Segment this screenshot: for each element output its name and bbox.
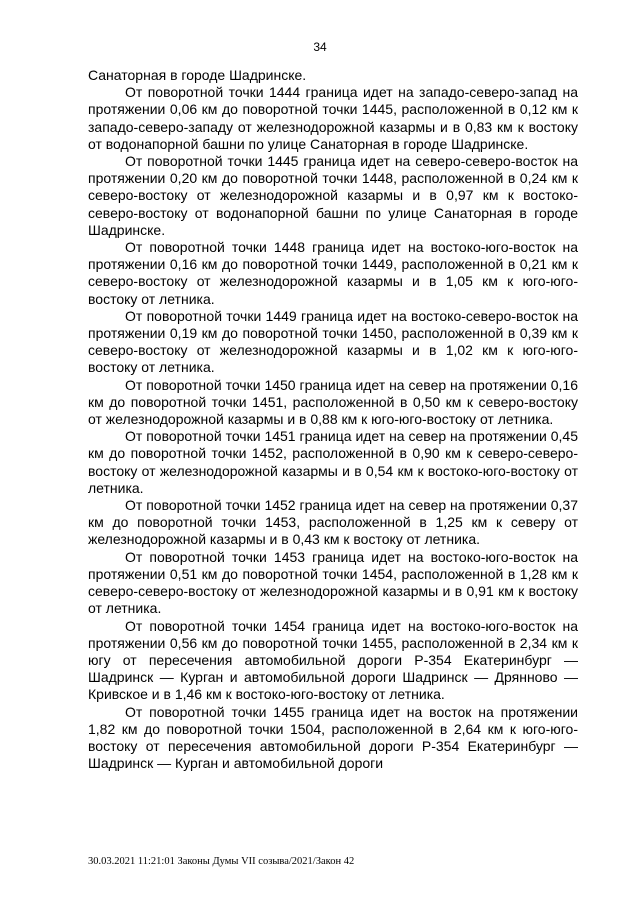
- paragraph-point-1452: От поворотной точки 1452 граница идет на север на протяжении 0,37 км до поворотной точки 1453, расположенной в 1,25 км к северу от железнодорожной казармы и в 0,43 км к востоку от летника.: [88, 497, 578, 548]
- paragraph-point-1453: От поворотной точки 1453 граница идет на востоко-юго-восток на протяжении 0,51 км до поворотной точки 1454, расположенной в 1,28 км к северо-северо-востоку от железнодорожной казармы и в 0,91 км к востоку от летника.: [88, 548, 578, 617]
- paragraph-point-1451: От поворотной точки 1451 граница идет на север на протяжении 0,45 км до поворотной точки 1452, расположенной в 0,90 км к северо-северо-востоку от железнодорожной казармы и в 0,54 км к востоко-юго-востоку от летника.: [88, 428, 578, 496]
- paragraph-point-1455: От поворотной точки 1455 граница идет на восток на протяжении 1,82 км до поворотной точки 1504, расположенной в 2,64 км к юго-юго-востоку от пересечения автомобильной дороги Р-354 Екатеринбург — Шадринск — Курган и автомобильной дороги: [88, 703, 578, 772]
- page-number: 34: [313, 40, 327, 54]
- paragraph-continuation: Санаторная в городе Шадринске.: [88, 67, 307, 83]
- document-body: [88, 67, 578, 772]
- paragraph-point-1449: От поворотной точки 1449 граница идет на востоко-северо-восток на протяжении 0,19 км до поворотной точки 1450, расположенной в 0,39 км к северо-востоку от железнодорожной казармы и в 1,02 км к юго-юго-востоку от летника.: [88, 307, 578, 376]
- paragraph-point-1444: От поворотной точки 1444 граница идет на западо-северо-запад на протяжении 0,06 км до поворотной точки 1445, расположенной в 0,12 км к западо-северо-западу от железнодорожной казармы и в 0,83 км к востоку от водонапорной башни по улице Санаторная в городе Шадринске.: [88, 84, 578, 152]
- paragraph-point-1448: От поворотной точки 1448 граница идет на востоко-юго-восток на протяжении 0,16 км до поворотной точки 1449, расположенной в 0,21 км к северо-востоку от железнодорожной казармы и в 1,05 км к юго-юго-востоку от летника.: [88, 239, 578, 307]
- paragraph-point-1454: От поворотной точки 1454 граница идет на востоко-юго-восток на протяжении 0,56 км до поворотной точки 1455, расположенной в 2,34 км к югу от пересечения автомобильной дороги Р-354 Екатеринбург — Шадринск — Курган и автомобильной дороги Шадринск — Дрянново — Кривское и в 1,46 км к востоко-юго-востоку от летника.: [88, 617, 578, 703]
- paragraph-point-1445: От поворотной точки 1445 граница идет на северо-северо-восток на протяжении 0,20 км до поворотной точки 1448, расположенной в 0,24 км к северо-востоку от железнодорожной казармы и в 0,97 км к востоко-северо-востоку от водонапорной башни по улице Санаторная в городе Шадринске.: [88, 153, 578, 238]
- page-footer: 30.03.2021 11:21:01 Законы Думы VII созыва/2021/Закон 42: [88, 856, 355, 867]
- paragraph-point-1450: От поворотной точки 1450 граница идет на север на протяжении 0,16 км до поворотной точки 1451, расположенной в 0,50 км к северо-востоку от железнодорожной казармы и в 0,88 км к юго-юго-востоку от летника.: [88, 376, 578, 428]
